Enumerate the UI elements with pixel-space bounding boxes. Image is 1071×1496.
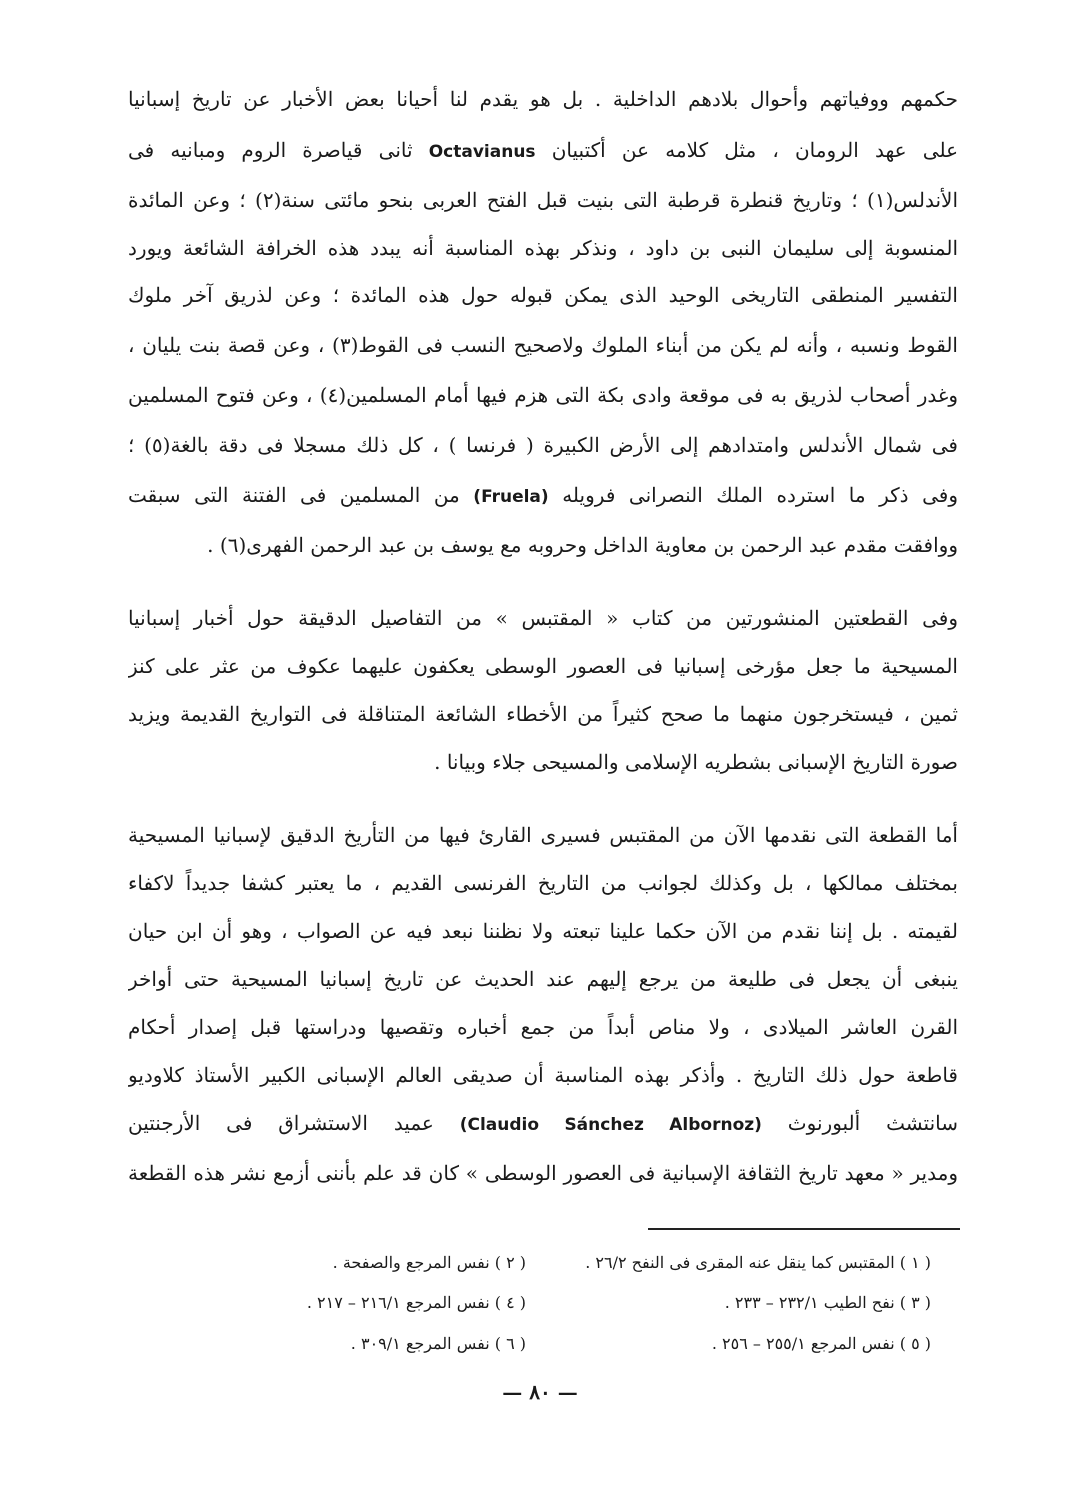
body-line: المنسوبة إلى سليمان النبى بن داود ، ونذكر بهذه المناسبة أنه يبدد هذه الخرافة الشائعة ويورد [128, 236, 958, 260]
latin-term: (Claudio Sánchez Albornoz) [459, 1115, 762, 1135]
body-line: صورة التاريخ الإسبانى بشطريه الإسلامى والمسيحى جلاء وبيانا . [434, 750, 958, 774]
body-line: وغدر أصحاب لذريق به فى موقعة وادى بكة التى هزم فيها أمام المسلمين(٤) ، وعن فتوح المسلمين [128, 383, 958, 407]
footnote-2: ( ٢ ) نفس المرجع والصفحة . [332, 1253, 526, 1272]
body-line: أما القطعة التى نقدمها الآن من المقتبس فسيرى القارئ فيها من التأريخ الدقيق لإسبانيا المسيحية [128, 823, 958, 847]
page-number: — ٨٠ — [502, 1380, 578, 1404]
body-line: وفى ذكر ما استرده الملك النصرانى فرويله (Fruela) من المسلمين فى الفتنة التى سبقت [128, 483, 958, 507]
body-line: القوط ونسبه ، وأنه لم يكن من أبناء الملوك ولاصحيح النسب فى القوط(٣) ، وعن قصة بنت يليان ، [128, 333, 958, 357]
body-line: التفسير المنطقى التاريخى الوحيد الذى يمكن قبوله حول هذه المائدة ؛ وعن لذريق آخر ملوك [128, 283, 958, 307]
body-line: الأندلس(١) ؛ وتاريخ قنطرة قرطبة التى بنيت قبل الفتح العربى بنحو مائتى سنة(٢) ؛ وعن المائدة [128, 188, 958, 212]
footnote-3: ( ٣ ) نفح الطيب ٢٣٢/١ – ٢٣٣ . [724, 1293, 931, 1312]
body-line: ومدير « معهد تاريخ الثقافة الإسبانية فى العصور الوسطى » كان قد علم بأننى أزمع نشر هذه القطعة [128, 1161, 958, 1185]
body-line: المسيحية ما جعل مؤرخى إسبانيا فى العصور الوسطى يعكفون عليهما عكوف من عثر على كنز [128, 654, 958, 678]
body-line: ينبغى أن يجعل فى طليعة من يرجع إليهم عند الحديث عن تاريخ إسبانيا المسيحية حتى أواخر [128, 967, 958, 991]
footnote-1: ( ١ ) المقتبس كما ينقل عنه المقرى فى النفح ٢٦/٢ . [585, 1253, 931, 1272]
latin-term: (Fruela) [473, 487, 549, 507]
body-line: قاطعة حول ذلك التاريخ . وأذكر بهذه المناسبة أن صديقى العالم الإسبانى الكبير الأستاذ كلاوديو [128, 1063, 958, 1087]
body-line: القرن العاشر الميلادى ، ولا مناص أبداً من جمع أخباره وتقصيها ودراستها قبل إصدار أحكام [128, 1015, 958, 1039]
footnote-6: ( ٦ ) نفس المرجع ٣٠٩/١ . [350, 1334, 526, 1353]
body-line: ووافقت مقدم عبد الرحمن بن معاوية الداخل وحروبه مع يوسف بن عبد الرحمن الفهرى(٦) . [207, 533, 958, 557]
body-line: لقيمته . بل إننا نقدم من الآن حكما علينا تبعته ولا نظننا نبعد فيه عن الصواب ، وهو أن ابن حيان [128, 919, 958, 943]
body-line: وفى القطعتين المنشورتين من كتاب « المقتبس » من التفاصيل الدقيقة حول أخبار إسبانيا [128, 606, 958, 630]
body-line: على عهد الرومان ، مثل كلامه عن أكتبيان Octavianus ثانى قياصرة الروم ومبانيه فى [128, 138, 958, 162]
body-line: فى شمال الأندلس وامتدادهم إلى الأرض الكبيرة ( فرنسا ) ، كل ذلك مسجلا فى دقة بالغة(٥) ؛ [128, 433, 958, 457]
body-line: حكمهم ووفياتهم وأحوال بلادهم الداخلية . بل هو يقدم لنا أحيانا بعض الأخبار عن تاريخ إسبانيا [128, 87, 958, 111]
footnote-5: ( ٥ ) نفس المرجع ٢٥٥/١ – ٢٥٦ . [711, 1334, 931, 1353]
body-line: بمختلف ممالكها ، بل وكذلك لجوانب من التاريخ الفرنسى القديم ، ما يعتبر كشفا جديداً لاكفاء [128, 871, 958, 895]
footnote-4: ( ٤ ) نفس المرجع ٢١٦/١ – ٢١٧ . [306, 1293, 526, 1312]
footnote-rule [648, 1228, 960, 1230]
latin-term: Octavianus [428, 142, 536, 162]
body-line: سانتشث ألبورنوث (Claudio Sánchez Albornoz) عميد الاستشراق فى الأرجنتين [128, 1111, 958, 1135]
body-line: ثمين ، فيستخرجون منهما ما صحح كثيراً من الأخطاء الشائعة المتناقلة فى التواريخ القديمة ويزيد [128, 702, 958, 726]
